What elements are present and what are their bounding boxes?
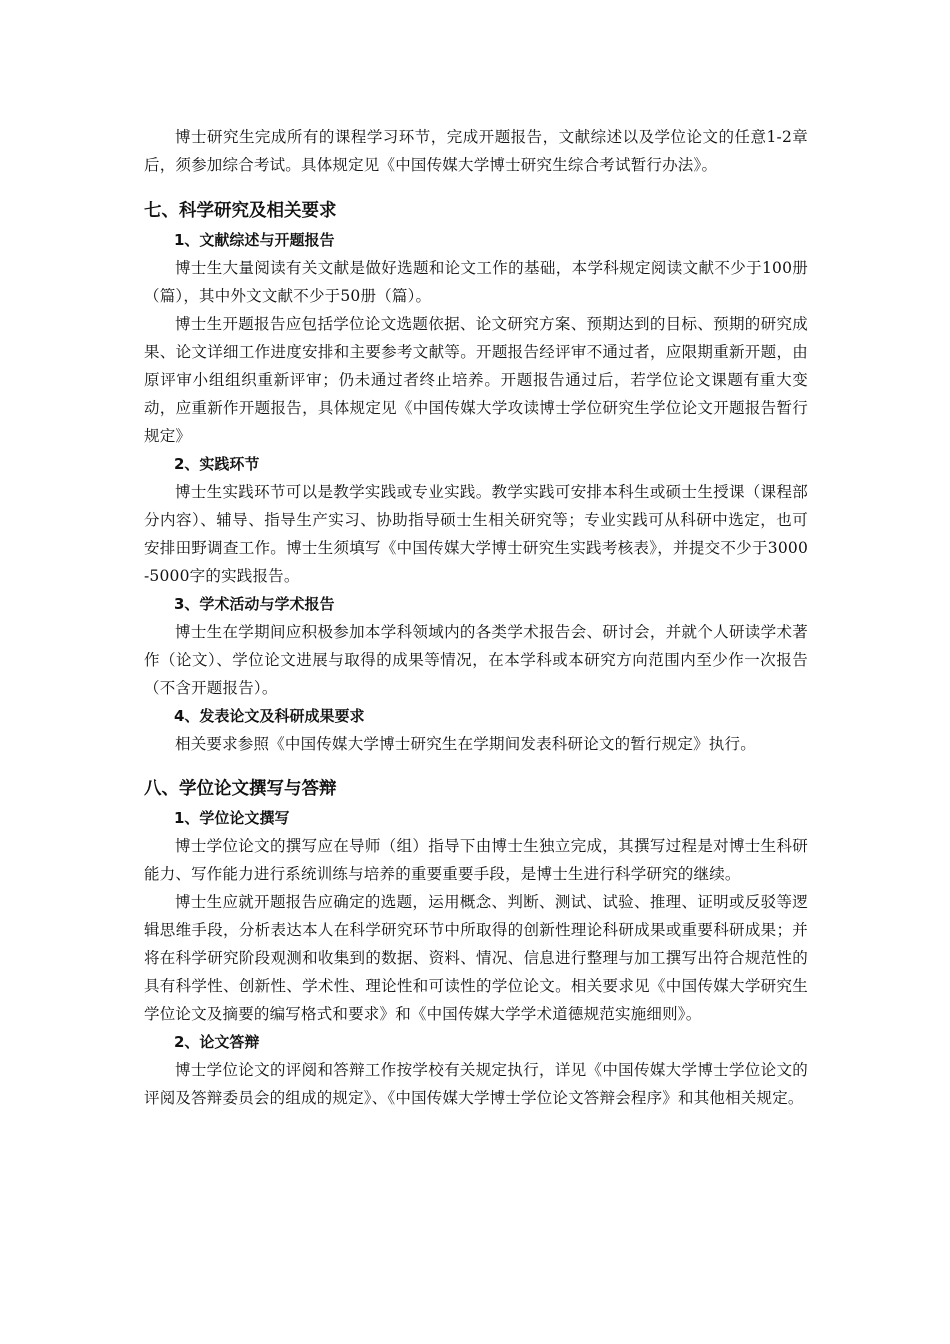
intro-paragraph: 博士研究生完成所有的课程学习环节，完成开题报告，文献综述以及学位论文的任意1-2章后，须参加综合考试。具体规定见《中国传媒大学博士研究生综合考试暂行办法》。 <box>144 128 808 174</box>
section-7-1-heading: 1、文献综述与开题报告 <box>174 231 335 249</box>
section-8-2-heading: 2、论文答辩 <box>174 1033 260 1051</box>
section-7-4-heading: 4、发表论文及科研成果要求 <box>174 707 365 725</box>
section-7-2-heading: 2、实践环节 <box>174 455 260 473</box>
section-7-3-heading: 3、学术活动与学术报告 <box>174 595 335 613</box>
intro-block <box>144 123 808 179</box>
section-7-heading: 七、科学研究及相关要求 <box>144 201 337 221</box>
section-7-4-paragraph: 相关要求参照《中国传媒大学博士研究生在学期间发表科研论文的暂行规定》执行。 <box>175 735 756 753</box>
section-7-2-paragraph: 博士生实践环节可以是教学实践或专业实践。教学实践可安排本科生或硕士生授课（课程部分内容）、辅导、指导生产实习、协助指导硕士生相关研究等；专业实践可从科研中选定，也可安排田野调查工作。博士生须填写《中国传媒大学博士研究生实践考核表》，并提交不少于3000-5000字的实践报告。 <box>144 483 808 585</box>
section-8 <box>144 774 808 1112</box>
section-7 <box>144 196 808 758</box>
section-8-1-heading: 1、学位论文撰写 <box>174 809 290 827</box>
section-8-2-paragraph: 博士学位论文的评阅和答辩工作按学校有关规定执行，详见《中国传媒大学博士学位论文的评阅及答辩委员会的组成的规定》、《中国传媒大学博士学位论文答辩会程序》和其他相关规定。 <box>144 1061 808 1107</box>
section-7-1-paragraph-1: 博士生大量阅读有关文献是做好选题和论文工作的基础，本学科规定阅读文献不少于100册（篇），其中外文文献不少于50册（篇）。 <box>144 259 808 305</box>
section-8-1-paragraph-1: 博士学位论文的撰写应在导师（组）指导下由博士生独立完成，其撰写过程是对博士生科研能力、写作能力进行系统训练与培养的重要重要手段，是博士生进行科学研究的继续。 <box>144 837 808 883</box>
section-8-1-paragraph-2: 博士生应就开题报告应确定的选题，运用概念、判断、测试、试验、推理、证明或反驳等逻辑思维手段，分析表达本人在科学研究环节中所取得的创新性理论科研成果或重要科研成果；并将在科学研究阶段观测和收集到的数据、资料、情况、信息进行整理与加工撰写出符合规范性的具有科学性、创新性、学术性、理论性和可读性的学位论文。相关要求见《中国传媒大学研究生学位论文及摘要的编写格式和要求》和《中国传媒大学学术道德规范实施细则》。 <box>144 893 808 1023</box>
section-7-1-paragraph-2: 博士生开题报告应包括学位论文选题依据、论文研究方案、预期达到的目标、预期的研究成果、论文详细工作进度安排和主要参考文献等。开题报告经评审不通过者，应限期重新开题，由原评审小组组织重新评审；仍未通过者终止培养。开题报告通过后，若学位论文课题有重大变动，应重新作开题报告，具体规定见《中国传媒大学攻读博士学位研究生学位论文开题报告暂行规定》 <box>144 315 808 445</box>
section-8-heading: 八、学位论文撰写与答辩 <box>144 779 337 799</box>
section-7-3-paragraph: 博士生在学期间应积极参加本学科领域内的各类学术报告会、研讨会，并就个人研读学术著作（论文）、学位论文进展与取得的成果等情况，在本学科或本研究方向范围内至少作一次报告（不含开题报告）。 <box>144 623 808 697</box>
